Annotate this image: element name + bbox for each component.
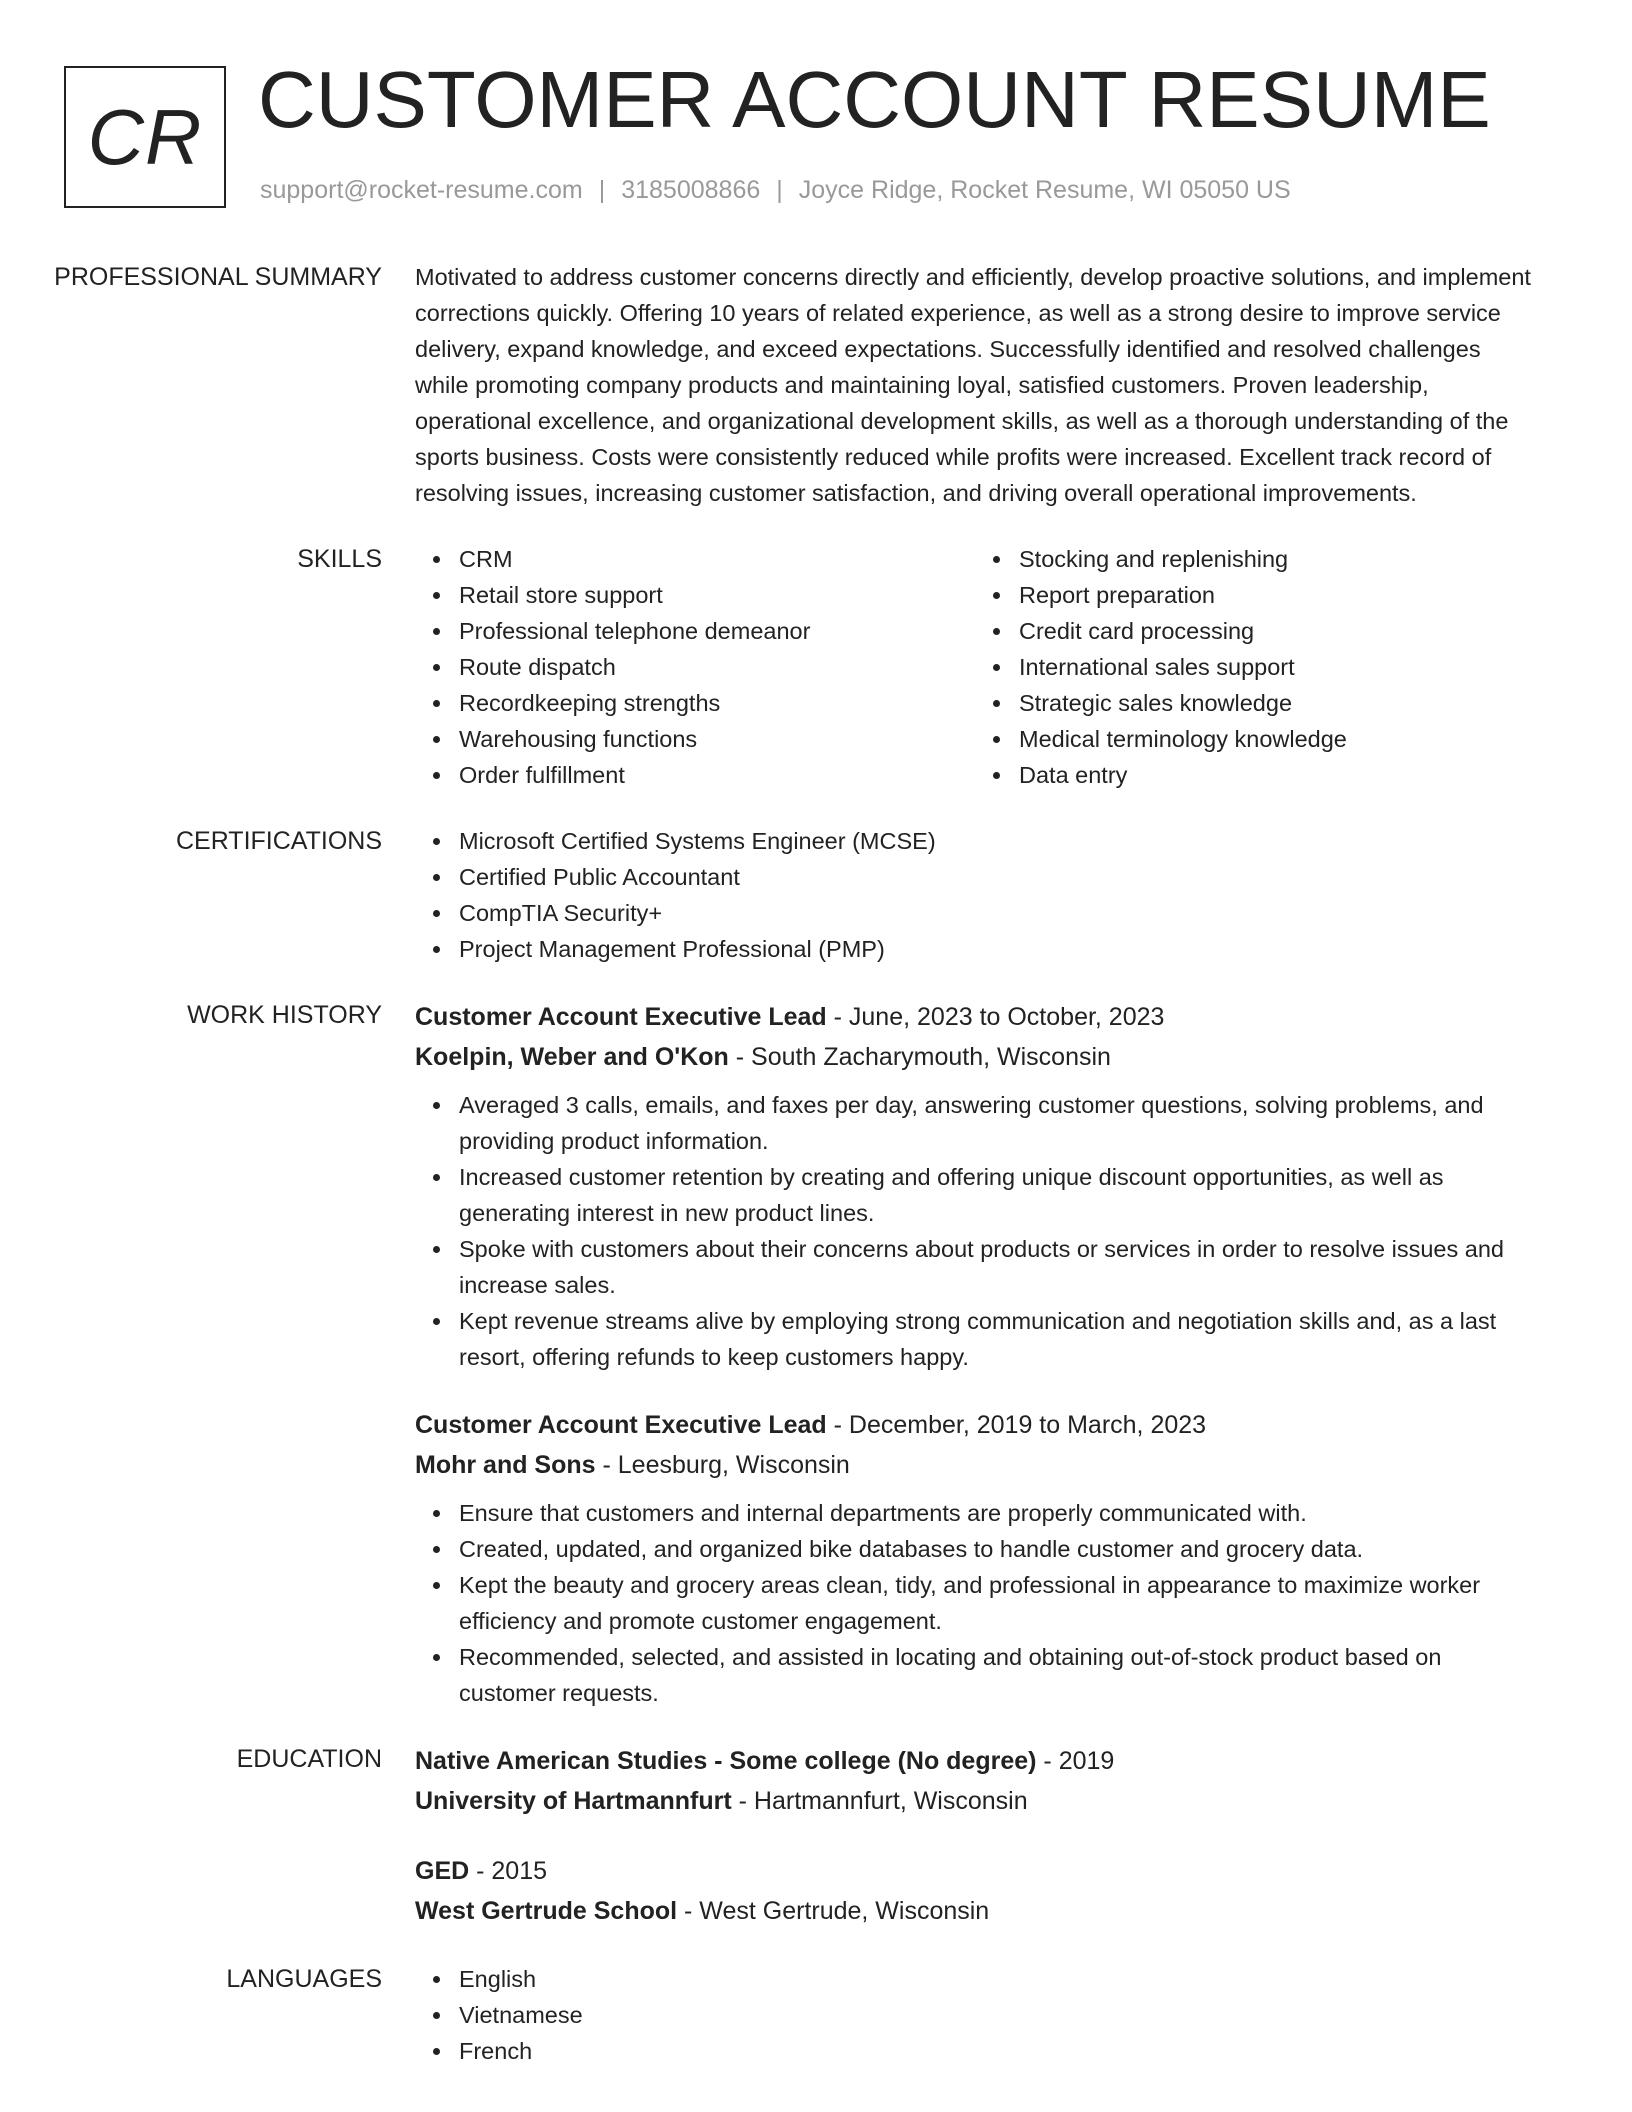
job-title: Customer Account Executive Lead: [415, 1411, 827, 1439]
section-label: EDUCATION: [236, 1745, 382, 1773]
languages-list: [415, 1961, 1535, 2069]
contact-separator: |: [776, 176, 783, 204]
job-bullet: Ensure that customers and internal departments are properly communicated with.: [459, 1495, 1535, 1531]
skill-item: International sales support: [1019, 649, 1535, 685]
skill-item: Retail store support: [459, 577, 975, 613]
job-company: Mohr and Sons: [415, 1451, 596, 1479]
education-entry: [415, 1741, 1535, 1821]
contact-address: Joyce Ridge, Rocket Resume, WI 05050 US: [798, 176, 1291, 204]
summary-text: Motivated to address customer concerns directly and efficiently, develop proactive solutions, and implement corrections quickly. Offering 10 years of related experience, as well as a strong desire to improve service delivery, expand knowledge, and exceed expectations. Successfully identified and resolved challenges while promoting company products and maintaining loyal, satisfied customers. Proven leadership, operational excellence, and organizational development skills, as well as a thorough understanding of the sports business. Costs were consistently reduced while profits were increased. Excellent track record of resolving issues, increasing customer satisfaction, and driving overall operational improvements.: [415, 264, 1531, 506]
job-bullet: Created, updated, and organized bike databases to handle customer and grocery data.: [459, 1531, 1535, 1567]
languages-section: [0, 1961, 1632, 2069]
certification-item: Microsoft Certified Systems Engineer (MCSE): [459, 823, 1535, 859]
skills-list-left: [415, 541, 975, 793]
resume-title: CUSTOMER ACCOUNT RESUME: [258, 55, 1491, 144]
certification-item: Certified Public Accountant: [459, 859, 1535, 895]
skill-item: Professional telephone demeanor: [459, 613, 975, 649]
education-degree: GED: [415, 1857, 470, 1885]
job-bullets: [415, 1495, 1535, 1711]
job-location: - South Zacharymouth, Wisconsin: [728, 1043, 1111, 1071]
job-bullet: Averaged 3 calls, emails, and faxes per day, answering customer questions, solving problems, and providing product information.: [459, 1087, 1535, 1159]
job-bullets: [415, 1087, 1535, 1375]
job-title: Customer Account Executive Lead: [415, 1003, 827, 1031]
education-location: - Hartmannfurt, Wisconsin: [731, 1787, 1028, 1815]
job-dates: - December, 2019 to March, 2023: [826, 1411, 1207, 1439]
skill-item: Warehousing functions: [459, 721, 975, 757]
skill-item: Order fulfillment: [459, 757, 975, 793]
certifications-section: [0, 823, 1632, 967]
section-label: WORK HISTORY: [187, 1001, 382, 1029]
resume-body: [0, 259, 1632, 2099]
contact-phone: 3185008866: [621, 176, 761, 204]
education-degree: Native American Studies - Some college (No degree): [415, 1747, 1037, 1775]
work-history-section: [0, 997, 1632, 1711]
job-bullet: Spoke with customers about their concerns about products or services in order to resolve issues and increase sales.: [459, 1231, 1535, 1303]
skill-item: Report preparation: [1019, 577, 1535, 613]
job-location: - Leesburg, Wisconsin: [595, 1451, 850, 1479]
job-bullet: Kept revenue streams alive by employing strong communication and negotiation skills and, as a last resort, offering refunds to keep customers happy.: [459, 1303, 1535, 1375]
skill-item: Medical terminology knowledge: [1019, 721, 1535, 757]
language-item: French: [459, 2033, 1535, 2069]
education-year: - 2019: [1036, 1747, 1115, 1775]
contact-separator: |: [598, 176, 606, 204]
certifications-list: [415, 823, 1535, 967]
skill-item: Data entry: [1019, 757, 1535, 793]
skill-item: Credit card processing: [1019, 613, 1535, 649]
job-entry: [415, 997, 1535, 1375]
skills-section: [0, 541, 1632, 793]
job-bullet: Increased customer retention by creating and offering unique discount opportunities, as well as generating interest in new product lines.: [459, 1159, 1535, 1231]
summary-section: [0, 259, 1632, 511]
language-item: Vietnamese: [459, 1997, 1535, 2033]
initials-monogram: CR: [64, 66, 226, 208]
section-label: SKILLS: [297, 545, 382, 573]
job-company: Koelpin, Weber and O'Kon: [415, 1043, 729, 1071]
certification-item: Project Management Professional (PMP): [459, 931, 1535, 967]
education-location: - West Gertrude, Wisconsin: [677, 1897, 990, 1925]
contact-line: [260, 176, 1291, 205]
skill-item: Stocking and replenishing: [1019, 541, 1535, 577]
job-dates: - June, 2023 to October, 2023: [826, 1003, 1165, 1031]
certification-item: CompTIA Security+: [459, 895, 1535, 931]
skill-item: Route dispatch: [459, 649, 975, 685]
job-bullet: Kept the beauty and grocery areas clean, tidy, and professional in appearance to maximize worker efficiency and promote customer engagement.: [459, 1567, 1535, 1639]
section-label: CERTIFICATIONS: [175, 827, 382, 855]
education-section: [0, 1741, 1632, 1931]
contact-email: support@rocket-resume.com: [260, 176, 583, 204]
skill-item: Strategic sales knowledge: [1019, 685, 1535, 721]
skill-item: CRM: [459, 541, 975, 577]
education-year: - 2015: [469, 1857, 548, 1885]
language-item: English: [459, 1961, 1535, 1997]
job-entry: [415, 1405, 1535, 1711]
education-school: West Gertrude School: [415, 1897, 678, 1925]
section-label: PROFESSIONAL SUMMARY: [54, 263, 382, 291]
skills-list-right: [975, 541, 1535, 793]
job-bullet: Recommended, selected, and assisted in locating and obtaining out-of-stock product based on customer requests.: [459, 1639, 1535, 1711]
section-label: LANGUAGES: [226, 1965, 382, 1993]
education-school: University of Hartmannfurt: [415, 1787, 732, 1815]
skill-item: Recordkeeping strengths: [459, 685, 975, 721]
education-entry: [415, 1851, 1535, 1931]
